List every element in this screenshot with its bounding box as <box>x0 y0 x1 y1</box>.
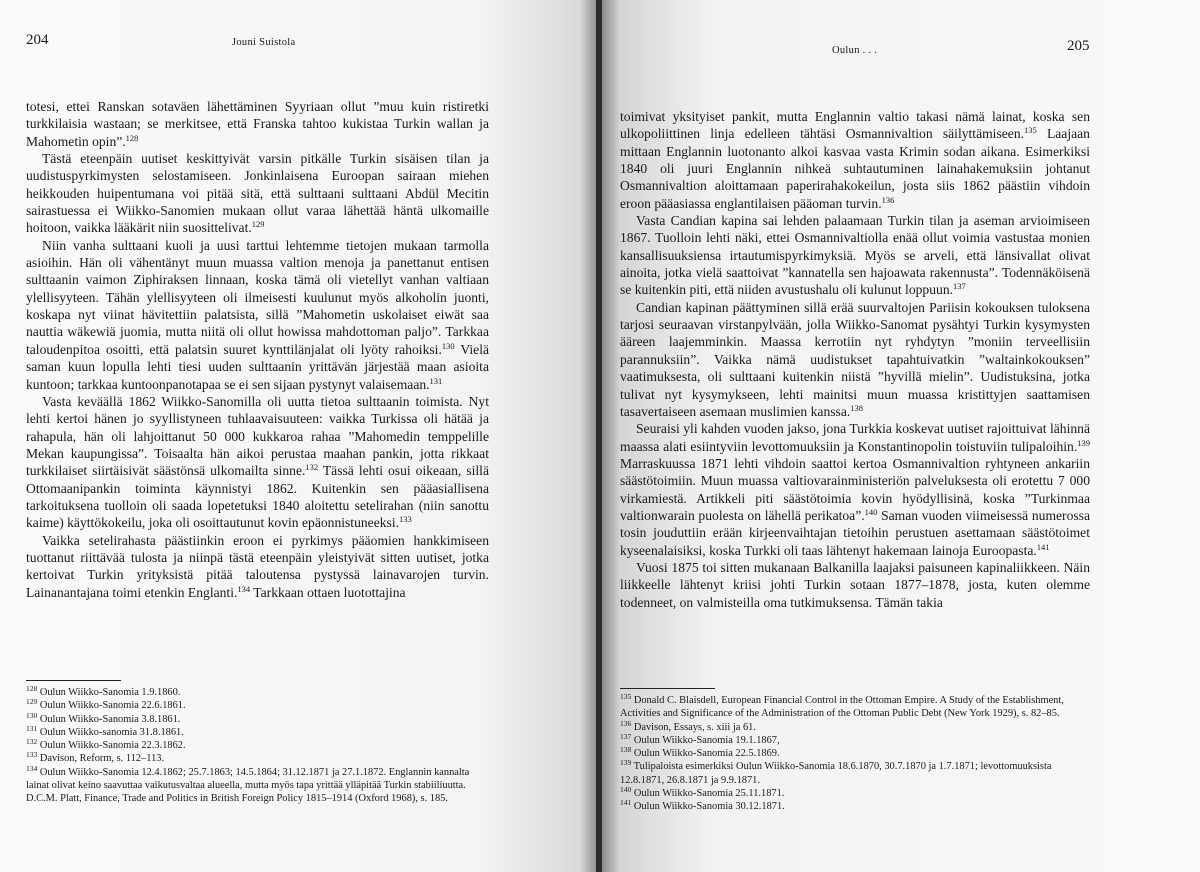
footnote-ref[interactable]: 139 <box>1077 437 1090 448</box>
footnote-ref[interactable]: 128 <box>125 132 139 143</box>
paragraph: Vuosi 1875 toi sitten mukanaan Balkanilla laajaksi paisuneen kapinaliikkeen. Näin liikkeelle lähtenyt kriisi johti Turkin sotaan 1877–1878, josta, kuten olemme todenneet, on valmisteilla oma tutkimuksensa. Tämän takia <box>620 559 1090 610</box>
paragraph: Tästä eteenpäin uutiset keskittyivät varsin pitkälle Turkin sisäisen tilan ja uudistuspyrkimysten selostamiseen. Jonkinlaisena Euroopan sairaan miehen heikkouden huipentumana voi pitää sitä, että sulttaani sulttaani Abdül Mecitin sairastuessa ei Wiikko-Sanomien mukaan ollut varaa lähettää häntä ulkomaille hoitoon, vaikka lääkärit niin suosittelivat.$^{129}$ <box>26 151 489 236</box>
footnotes <box>26 686 489 806</box>
footnote-ref[interactable]: 137 <box>953 281 966 292</box>
footnote: $^{134}$ Oulun Wiikko-Sanomia 12.4.1862; 25.7.1863; 14.5.1864; 31.12.1871 ja 27.1.1872. Englannin kannalta lainat olivat keino saavuttaa vaikutusvaltaa alueella, mutta myös tapa yrittää ylläpitää Turkin stabiiliuutta. D.C.M. Platt, Finance, Trade and Politics in British Foreign Policy 1815–1914 (Oxford 1968), s. 185. <box>26 763 470 805</box>
footnote-ref[interactable]: 129 <box>251 219 265 230</box>
right-page <box>602 0 1200 872</box>
footnote-ref[interactable]: 131 <box>429 375 443 386</box>
paragraph: toimivat yksityiset pankit, mutta Englannin valtio takasi nämä lainat, koska sen ulkopoliittinen linja edelleen tähtäsi Osmannivaltion säilyttämiseen.$^{135}$ Laajaan mittaan Englannin luotonanto alkoi kasvaa vasta Krimin sodan aikana. Esimerkiksi 1840 oli juuri Englannin nihkeä suhtautuminen lainahakemuksiin johtanut Osmannivaltion aloittamaan paperirahakokeilun, josta siis 1862 päästiin vihdoin eroon pääasiassa englantilaisen pääoman turvin.$^{136}$ <box>620 109 1090 211</box>
paragraph: Vasta keväällä 1862 Wiikko-Sanomilla oli uutta tietoa sulttaanin toimista. Nyt lehti kertoi hänen jo syyllistyneen tuhlaavaisuuteen: vaikka Turkissa oli hätää ja rahapula, hän oli lahjoittanut 50 000 kukkaroa rahaa ”Mahomedin temppelille Mekan kaupungissa”. Toisaalta hän aikoi perustaa maahan pankin, jotta rikkaat turkkilaiset siirtäisivät säästönsä ulkomailta sinne.$^{132}$ Tässä lehti osui oikeaan, sillä Ottomaanipankin toiminta käynnistyi 1862. Kuitenkin sen pääasiallisena tarkoituksena tuolloin oli saada lopetetuksi 1840 aloitettu setelirahan (niin sanottu kaime) käyttökokeilu, joka oli osoittautunut kovin epäonnistuneeksi.$^{133}$ <box>26 393 489 531</box>
paragraph: Niin vanha sulttaani kuoli ja uusi tarttui lehtemme tietojen mukaan tarmolla asioihin. Hän oli vähentänyt muun muassa valtion menoja ja panettanut entisen sulttaanin vaimon Ziphiraksen linnaan, koska tämä oli vietellyt vanhan valtiaan ylellisyyteen. Tähän ylellisyyteen oli ilmeisesti kuulunut myös alkoholin juonti, koskapa nyt viinat hävitettiin palatsista, sillä ”Mahometin uskolaiset eiwät saa nauttia wäkewiä juomia, mutta niitä oli ollut howissa mahdottoman paljo”. Tarkkaa taloudenpitoa osoitti, että palatsin suuret kynttilänjalat oli lyöty rahoiksi.$^{130}$ Vielä saman kuun lopulla lehti tiesi uuden sulttaanin yrittävän järjestää maan asioita kuntoon; tarkkaa kuntoonpanotapaa se ei sen sijaan pystynyt valaisemaan.$^{131}$ <box>26 237 490 392</box>
footnote-ref[interactable]: 134 <box>237 583 251 594</box>
footnote: $^{136}$ Davison, Essays, s. xiii ja 61. <box>620 718 756 733</box>
footnote: $^{139}$ Tulipaloista esimerkiksi Oulun Wiikko-Sanomia 18.6.1870, 30.7.1870 ja 1.7.1871; levottomuuksista 12.8.1871, 26.8.1871 ja 9.9.1871. <box>620 758 1052 786</box>
footnote-ref[interactable]: 130 <box>441 340 455 351</box>
footnote-divider <box>620 688 715 689</box>
footnote: $^{133}$ Davison, Reform, s. 112–113. <box>26 750 165 765</box>
body-text <box>620 108 1090 611</box>
paragraph: totesi, ettei Ranskan sotaväen lähettäminen Syyriaan ollut ”muu kuin ristiretki turkkilaisia wastaan; se merkitsee, että Franska tahtoo kukistaa Turkin wallan ja Mahometin opin”.$^{128}$ <box>26 99 489 149</box>
paragraph: Candian kapinan päättyminen sillä erää suurvaltojen Pariisin kokouksen tuloksena tarjosi seuraavan virstanpylvään, jolla Wiikko-Sanomat pysähtyi Turkin kysymysten ääreen laajemminkin. Maassa kerrotiin nyt ryhdytyn ”moniin terveellisiin parannuksiin”. Vaikka nämä uudistukset tapahtuivatkin ”waltainkokouksen” vaatimuksesta, oli sulttaani kuitenkin niistä ”hyvillä mielin”. Uudistuksina, jotka tulivat nyt kysymykseen, lehti mainitsi muun muassa kristittyjen saattamisen tasavertaiseen asemaan muslimien kanssa.$^{138}$ <box>620 299 1090 419</box>
footnote-ref[interactable]: 141 <box>1036 541 1050 552</box>
footnote-ref[interactable]: 135 <box>1024 125 1037 136</box>
footnote-ref[interactable]: 133 <box>399 514 412 525</box>
footnote: $^{130}$ Oulun Wiikko-Sanomia 3.8.1861. <box>26 710 181 725</box>
footnote: $^{138}$ Oulun Wiikko-Sanomia 22.5.1869. <box>620 745 780 760</box>
page-number: 205 <box>1067 38 1090 54</box>
footnote: $^{128}$ Oulun Wiikko-Sanomia 1.9.1860. <box>26 684 181 698</box>
footnote-ref[interactable]: 138 <box>850 402 864 413</box>
footnote-divider <box>26 680 121 681</box>
footnote: $^{141}$ Oulun Wiikko-Sanomia 30.12.1871. <box>620 798 785 813</box>
left-page <box>0 0 598 872</box>
body-text <box>26 98 489 601</box>
footnote-ref[interactable]: 132 <box>305 462 319 473</box>
running-head: Oulun . . . <box>832 45 878 56</box>
footnote: $^{135}$ Donald C. Blaisdell, European Financial Control in the Ottoman Empire. A Study of the Establishment, Activities and Significance of the Administration of the Ottoman Public Debt (New York 1929), s. 82–85. <box>620 692 1064 720</box>
footnote-ref[interactable]: 136 <box>881 194 895 205</box>
footnote: $^{137}$ Oulun Wiikko-Sanomia 19.1.1867, <box>620 731 780 746</box>
paragraph: Vaikka setelirahasta päästiinkin eroon ei pyrkimys pääomien hankkimiseen tuottanut riittävää tulosta ja niinpä tästä eteenpäin yleistyivät sitten uutiset, jotka kertoivat Turkin yrityksistä pitää taloutensa pystyssä lainavarojen turvin. Lainanantajana toimi etenkin Englanti.$^{134}$ Tarkkaan ottaen luotottajina <box>26 532 489 600</box>
paragraph: Vasta Candian kapina sai lehden palaamaan Turkin tilan ja aseman arvioimiseen 1867. Tuolloin lehti näki, ettei Osmannivaltiolla enää ollut voimia vastustaa monien kansallisuuksiensa irtautumispyrkimyksiä. Myös se arveli, että länsivallat olivat ainoita, jotka vielä saattoivat ”kannatella sen hajoawata rakennusta”. Todennäköisenä se kuitenkin piti, että niiden avustushalu oli kulunut loppuun.$^{137}$ <box>620 213 1090 298</box>
footnote: $^{129}$ Oulun Wiikko-Sanomia 22.6.1861. <box>26 697 186 712</box>
footnote: $^{140}$ Oulun Wiikko-Sanomia 25.11.1871. <box>620 785 785 800</box>
footnote: $^{132}$ Oulun Wiikko-Sanomia 22.3.1862. <box>26 737 186 752</box>
paragraph: Seuraisi yli kahden vuoden jakso, jona Turkkia koskevat uutiset rajoittuivat lähinnä maassa alati esiintyviin levottomuuksiin ja Konstantinopolin toistuviin tulipaloihin.$^{139}$ Marraskuussa 1871 lehti vihdoin saattoi kertoa Osmannivaltion ryhtyneen ankariin säästötoimiin. Muun muassa valtiovarainministeriön palveluksesta oli erotettu 7 000 virkamiestä. Artikkeli piti säästötoimia kovin hyödyllisinä, koska ”Turkinmaa valtionwarain puolesta on lähellä perikatoa”.$^{140}$ Saman vuoden viimeisessä numerossa tosin jouduttiin erään kirjeenvaihtajan tietoihin perustuen asettamaan säästötoimet kyseenalaisiksi, koska Turkki oli taas lähtenyt hakemaan lainoja Euroopasta.$^{141}$ <box>620 421 1090 558</box>
footnotes <box>620 694 1090 814</box>
footnote: $^{131}$ Oulun Wiikko-sanomia 31.8.1861. <box>26 723 184 738</box>
footnote-ref[interactable]: 140 <box>864 506 878 517</box>
running-head: Jouni Suistola <box>232 37 296 48</box>
page-number: 204 <box>26 32 49 48</box>
